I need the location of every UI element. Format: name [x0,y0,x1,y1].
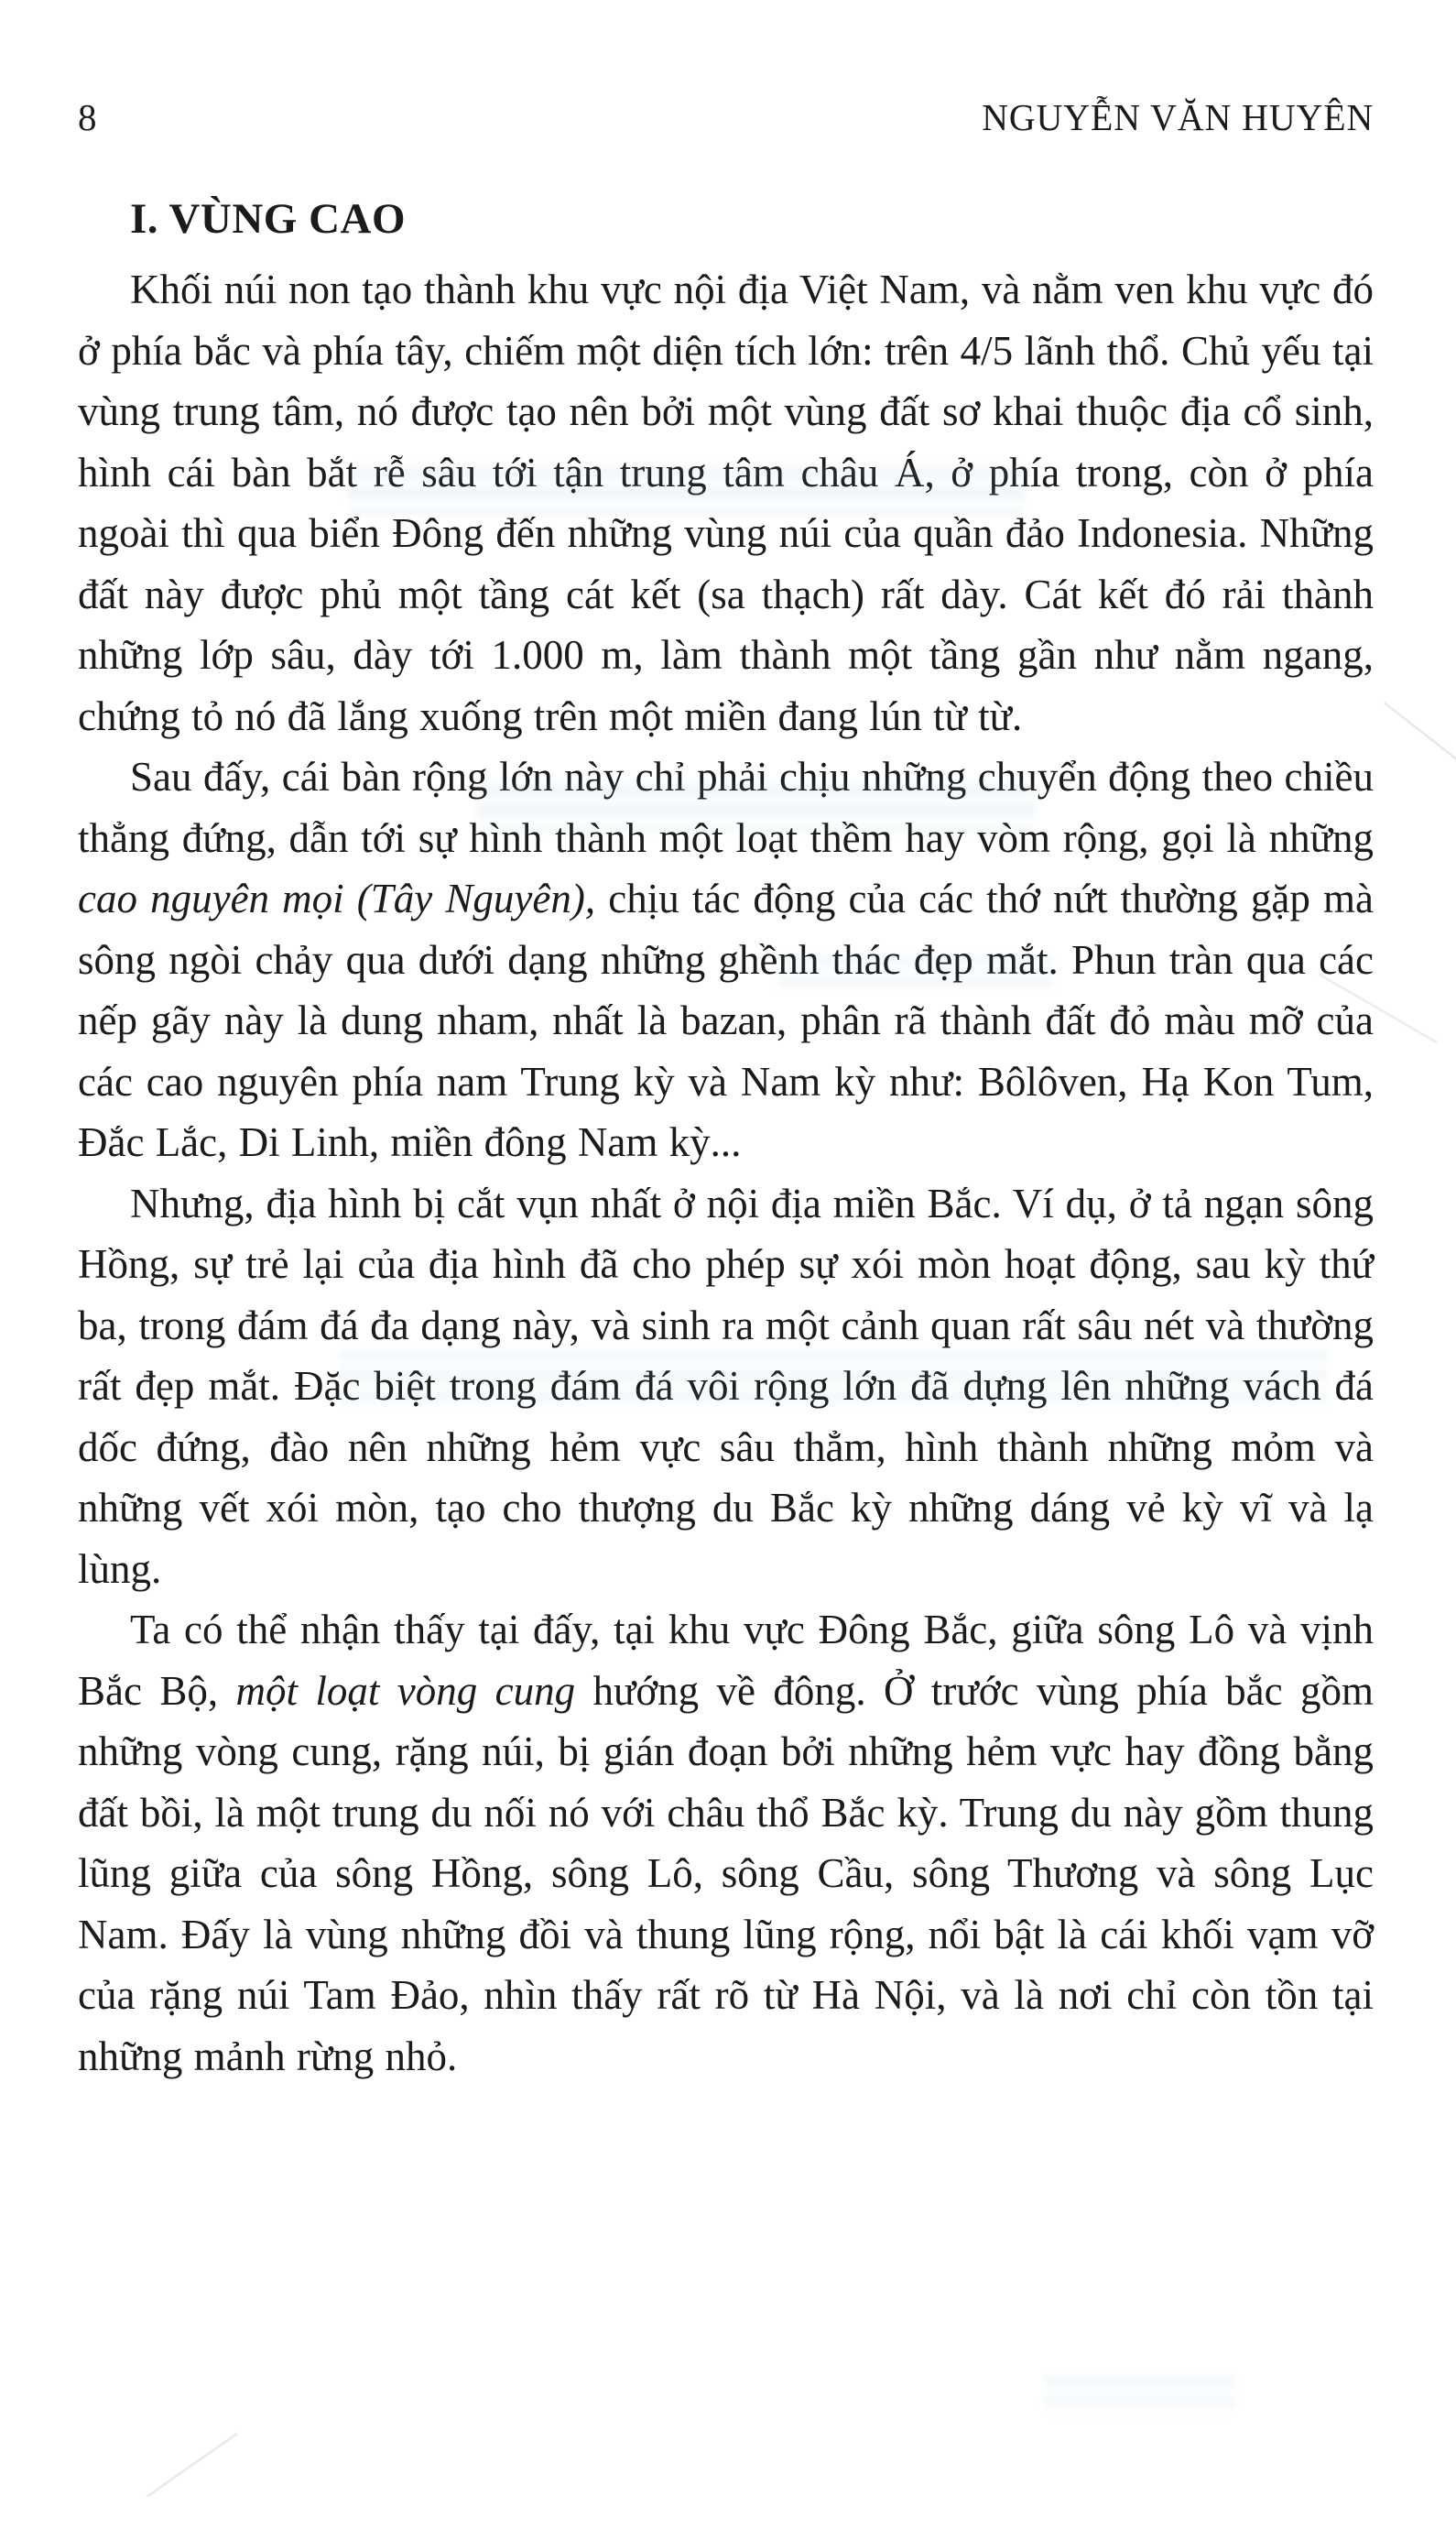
section-heading: I. VÙNG CAO [130,195,407,243]
text-segment: Sau đấy, cái bàn rộng lớn này chỉ phải chịu những chuyển động theo chiều thẳng đứng, dẫn tới sự hình thành một loạt thềm hay vòm rộng, gọi là những [78,754,1374,861]
text-segment: chịu tác động của các thớ nứt thường gặp mà sông ngòi chảy qua dưới dạng những ghềnh thác đẹp mắt. Phun tràn qua các nếp gãy này là dung nham, nhất là bazan, phân rã thành đất đỏ màu mỡ của các cao nguyên phía nam Trung kỳ và Nam kỳ như: Bôlôven, Hạ Kon Tum, Đắc Lắc, Di Linh, miền đông Nam kỳ... [78,876,1374,1165]
paragraph [78,259,1374,747]
text-segment: cao nguyên mọi (Tây Nguyên), [78,876,596,921]
text-segment: một loạt vòng cung [235,1667,576,1714]
page-content [78,186,1374,2087]
scan-scratch [147,2433,237,2497]
running-head [78,97,1374,138]
text-segment: Ta có thể nhận thấy tại đấy, tại khu vực Đông Bắc, giữa sông Lô và vịnh Bắc Bộ, [78,1607,1374,1714]
text-segment: hướng về đông. Ở trước vùng phía bắc gồm những vòng cung, rặng núi, bị gián đoạn bởi những hẻm vực hay đồng bằng đất bồi, là một trung du nối nó với châu thổ Bắc kỳ. Trung du này gồm thung lũng giữa của sông Hồng, sông Lô, sông Cầu, sông Thương và sông Lục Nam. Đấy là vùng những đồi và thung lũng rộng, nổi bật là cái khối vạm vỡ của rặng núi Tam Đảo, nhìn thấy rất rõ từ Hà Nội, và là nơi chỉ còn tồn tại những mảnh rừng nhỏ. [78,1667,1374,2079]
running-header: NGUYỄN VĂN HUYÊN [982,96,1374,138]
paragraph [78,1599,1374,2087]
text-segment: Nhưng, địa hình bị cắt vụn nhất ở nội địa miền Bắc. Ví dụ, ở tả ngạn sông Hồng, sự trẻ lại của địa hình đã cho phép sự xói mòn hoạt động, sau kỳ thứ ba, trong đám đá đa dạng này, và sinh ra một cảnh quan rất sâu nét và thường rất đẹp mắt. Đặc biệt trong đám đá vôi rộng lớn đã dựng lên những vách đá dốc đứng, đào nên những hẻm vực sâu thẳm, hình thành những mỏm và những vết xói mòn, tạo cho thượng du Bắc kỳ những dáng vẻ kỳ vĩ và lạ lùng. [78,1180,1374,1592]
page-number: 8 [78,96,97,138]
body-text [78,259,1374,2087]
text-segment: Khối núi non tạo thành khu vực nội địa Việt Nam, và nằm ven khu vực đó ở phía bắc và phía tây, chiếm một diện tích lớn: trên 4/5 lãnh thổ. Chủ yếu tại vùng trung tâm, nó được tạo nên bởi một vùng đất sơ khai thuộc địa cổ sinh, hình cái bàn bắt rễ sâu tới tận trung tâm châu Á, ở phía trong, còn ở phía ngoài thì qua biển Đông đến những vùng núi của quần đảo Indonesia. Những đất này được phủ một tầng cát kết (sa thạch) rất dày. Cát kết đó rải thành những lớp sâu, dày tới 1.000 m, làm thành một tầng gần như nằm ngang, chứng tỏ nó đã lắng xuống trên một miền đang lún từ từ. [78,267,1374,739]
paragraph [78,1173,1374,1600]
paragraph [78,747,1374,1173]
scan-scratch [1384,702,1456,765]
scan-smudge [1044,2371,1236,2416]
